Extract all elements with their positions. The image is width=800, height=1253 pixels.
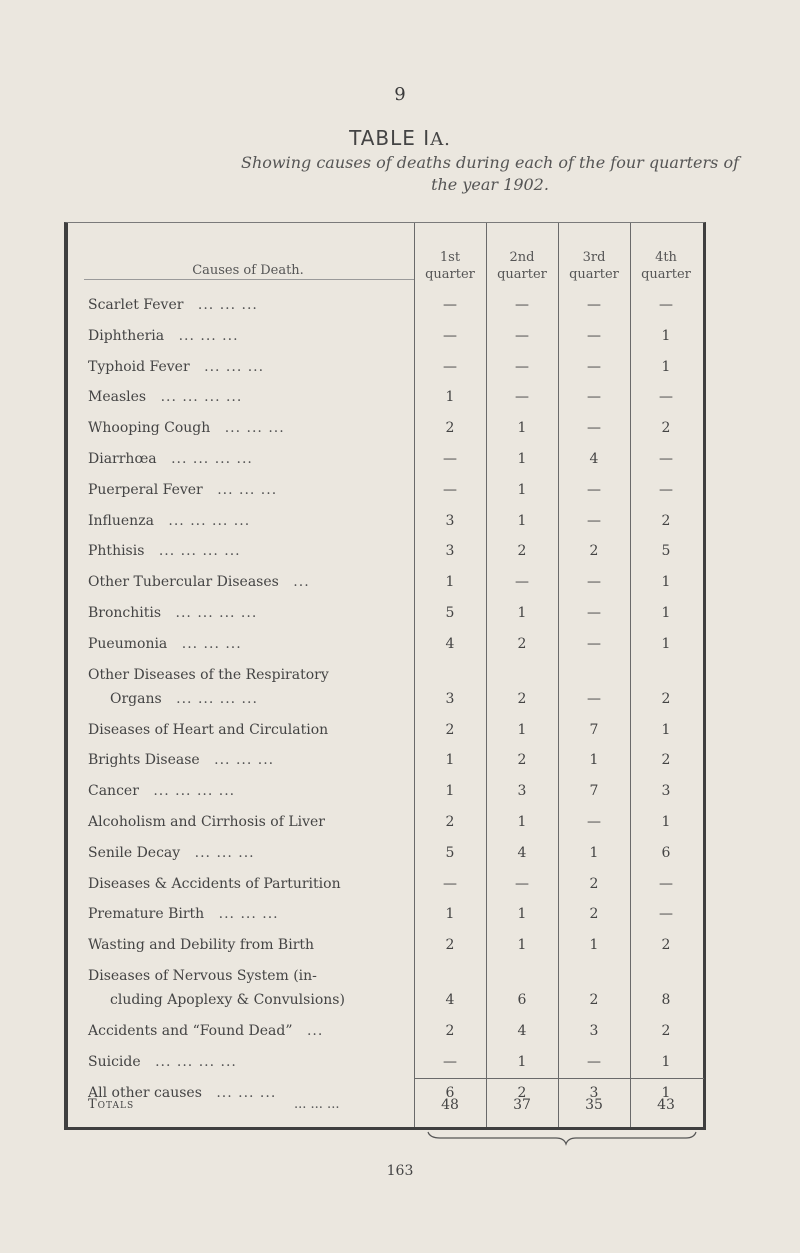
table-row (68, 779, 710, 813)
cause-label: Typhoid Fever (88, 358, 190, 375)
leader-dots: ... ... ... (178, 327, 239, 344)
cell-quarter-1: 2 (445, 1023, 455, 1039)
cell-quarter-3: 3 (589, 1023, 599, 1039)
cell-quarter-3: — (587, 389, 601, 406)
cell-quarter-2: 1 (517, 481, 527, 498)
cell-quarter-3: 2 (589, 543, 599, 560)
table-row (68, 478, 710, 512)
cell-quarter-1: 1 (445, 389, 455, 406)
cause-label: All other causes (88, 1084, 202, 1101)
cell-quarter-3: 7 (589, 721, 599, 738)
cell-quarter-2: 1 (517, 937, 527, 954)
cause-label: Influenza (88, 512, 154, 529)
cell-quarter-1: 3 (445, 543, 455, 560)
table-row (68, 293, 710, 327)
cause-label-continued: Organs (110, 690, 162, 707)
leader-dots: ... ... ... (204, 358, 265, 375)
cell-quarter-4: 1 (661, 327, 671, 344)
cause-label: Alcoholism and Cirrhosis of Liver (88, 814, 325, 830)
deaths-table (64, 222, 706, 1130)
cell-quarter-3: — (587, 635, 601, 652)
leader-dots: ... ... ... ... (176, 690, 258, 707)
cell-quarter-1: 3 (445, 512, 455, 529)
table-row (68, 902, 710, 936)
table-row (68, 570, 710, 604)
leader-dots: ... ... ... ... (158, 543, 241, 560)
cause-of-death (88, 841, 410, 865)
cell-quarter-4: 1 (661, 635, 671, 652)
table-row (68, 872, 710, 906)
table-subtitle: Showing causes of deaths during each of the four quarters of the year 1902. (240, 153, 739, 194)
table-row (68, 1050, 710, 1084)
cell-quarter-2: — (515, 574, 529, 591)
cell-quarter-1: 3 (445, 690, 455, 707)
cause-label: Diseases of Heart and Circulation (88, 721, 329, 738)
header-quarter-4: 4th quarter (641, 250, 691, 282)
cause-of-death (88, 539, 410, 563)
cause-label: Suicide (88, 1053, 141, 1070)
cause-label: Pueumonia (88, 635, 168, 652)
table-row (68, 416, 710, 450)
table-row (68, 355, 710, 389)
cell-quarter-1: — (443, 1053, 457, 1070)
cell-quarter-4: — (659, 297, 673, 313)
cell-quarter-4: — (659, 451, 673, 467)
cell-quarter-2: 4 (517, 844, 527, 861)
table-row (68, 324, 710, 358)
cell-quarter-4: 3 (661, 783, 671, 800)
cell-quarter-4: — (659, 906, 673, 923)
grand-total-brace (0, 1130, 800, 1160)
table-row (68, 964, 710, 1008)
totals-label: Totals (88, 1097, 135, 1112)
cell-quarter-1: 4 (445, 635, 455, 652)
cell-quarter-1: 1 (445, 752, 455, 769)
cell-quarter-3: 2 (589, 992, 599, 1008)
cause-of-death (88, 385, 410, 409)
cell-quarter-1: — (443, 327, 457, 344)
leader-dots: ... ... ... (214, 752, 275, 769)
cell-quarter-4: 1 (661, 358, 671, 375)
cell-quarter-2: 1 (517, 906, 527, 923)
leader-dots: ... ... ... ... (153, 783, 236, 800)
cell-quarter-2: — (515, 875, 529, 892)
cause-of-death (88, 872, 410, 896)
cell-quarter-2: 6 (517, 992, 527, 1008)
cause-of-death (88, 416, 410, 440)
cell-quarter-3: — (587, 605, 601, 621)
table-row (68, 601, 710, 635)
leader-dots: ... ... ... ... (155, 1053, 237, 1070)
cell-quarter-3: 2 (589, 906, 599, 923)
cell-quarter-3: — (587, 512, 601, 529)
total-quarter-1: 48 (441, 1097, 459, 1113)
cell-quarter-2: 1 (517, 512, 527, 529)
page-number: 9 (394, 84, 406, 105)
cause-label: Cancer (88, 783, 139, 800)
cause-label: Bronchitis (88, 605, 162, 621)
table-row (68, 1019, 710, 1053)
cause-label: Measles (88, 389, 147, 406)
cell-quarter-1: 2 (445, 420, 455, 437)
header-quarter-1: 1st quarter (425, 250, 475, 282)
cell-quarter-2: 3 (517, 783, 527, 800)
leader-dots: ... ... ... ... (168, 512, 251, 529)
cause-label: Brights Disease (88, 752, 200, 769)
cell-quarter-3: — (587, 327, 601, 344)
cell-quarter-3: 7 (589, 783, 599, 800)
leader-dots: ... (293, 574, 310, 591)
cell-quarter-4: 6 (661, 844, 671, 861)
table-row (68, 718, 710, 752)
cell-quarter-1: — (443, 358, 457, 375)
table-row (68, 385, 710, 419)
cell-quarter-4: 1 (661, 1084, 671, 1101)
leader-dots: ... ... ... (224, 420, 285, 437)
cell-quarter-2: 2 (517, 635, 527, 652)
cell-quarter-3: 1 (589, 844, 599, 861)
cell-quarter-1: — (443, 481, 457, 498)
cell-quarter-4: 5 (661, 543, 671, 560)
cell-quarter-2: 2 (517, 690, 527, 707)
cell-quarter-2: 1 (517, 451, 527, 467)
leader-dots: ... (306, 1023, 324, 1039)
cause-label: Accidents and “Found Dead” (88, 1023, 293, 1039)
cell-quarter-2: — (515, 389, 529, 406)
leader-dots: ... ... ... (216, 1084, 277, 1101)
cell-quarter-2: — (515, 358, 529, 375)
cell-quarter-2: 2 (517, 1084, 527, 1101)
cell-quarter-2: 1 (517, 420, 527, 437)
cell-quarter-3: — (587, 420, 601, 437)
cell-quarter-1: 4 (445, 992, 455, 1008)
cell-quarter-2: 2 (517, 752, 527, 769)
cause-label: Senile Decay (88, 844, 181, 861)
cell-quarter-3: — (587, 297, 601, 313)
cell-quarter-4: 8 (661, 992, 671, 1008)
cell-quarter-1: 6 (445, 1084, 455, 1101)
leader-dots: ... ... ... (217, 481, 278, 498)
leader-dots: ... ... ... (181, 635, 242, 652)
cell-quarter-4: 1 (661, 605, 671, 621)
cause-of-death (88, 779, 410, 803)
cell-quarter-3: — (587, 690, 601, 707)
grand-total: 163 (386, 1163, 414, 1179)
cell-quarter-1: 2 (445, 937, 455, 954)
cell-quarter-3: 4 (589, 451, 599, 467)
cause-label-continued: cluding Apoplexy & Convulsions) (110, 992, 345, 1008)
cell-quarter-2: — (515, 327, 529, 344)
cause-of-death (88, 324, 410, 348)
leader-dots: ... ... ... ... (160, 389, 243, 406)
table-title-suffix: A. (430, 129, 451, 150)
table-title-main: TABLE I (349, 126, 431, 150)
cause-label: Puerperal Fever (88, 481, 203, 498)
cell-quarter-3: 3 (589, 1084, 599, 1101)
cause-of-death (88, 293, 410, 317)
cell-quarter-3: — (587, 814, 601, 830)
cause-of-death (88, 447, 410, 471)
cell-quarter-1: 1 (445, 783, 455, 800)
table-row (68, 632, 710, 666)
cause-label: Other Diseases of the Respiratory (88, 666, 329, 683)
cell-quarter-3: — (587, 481, 601, 498)
cell-quarter-4: 1 (661, 1053, 671, 1070)
table-row (68, 539, 710, 573)
cause-label: Premature Birth (88, 906, 205, 923)
leader-dots: ... ... ... (194, 844, 255, 861)
cause-label: Scarlet Fever (88, 297, 184, 313)
cell-quarter-3: 2 (589, 875, 599, 892)
cell-quarter-2: 1 (517, 814, 527, 830)
cell-quarter-1: 2 (445, 814, 455, 830)
cell-quarter-4: — (659, 389, 673, 406)
cause-label: Phthisis (88, 543, 145, 560)
header-rule (84, 279, 414, 280)
cause-of-death (88, 1019, 410, 1043)
cell-quarter-3: 1 (589, 752, 599, 769)
cell-quarter-1: — (443, 875, 457, 892)
table-row (68, 748, 710, 782)
cause-of-death (88, 933, 410, 957)
cell-quarter-4: 2 (661, 690, 671, 707)
cause-of-death (88, 964, 410, 1012)
cause-label: Diarrhœa (88, 451, 157, 467)
cause-label: Diseases of Nervous System (in- (88, 968, 317, 984)
cell-quarter-4: 2 (661, 937, 671, 954)
leader-dots: ... ... ... (197, 297, 258, 313)
cell-quarter-4: 2 (661, 1023, 671, 1039)
cell-quarter-4: 2 (661, 512, 671, 529)
cause-of-death (88, 570, 410, 594)
leader-dots: ... ... ... ... (175, 605, 258, 621)
table-row (68, 933, 710, 967)
table-row (68, 509, 710, 543)
cause-of-death (88, 601, 410, 625)
table-row (68, 810, 710, 844)
cell-quarter-2: 1 (517, 605, 527, 621)
cause-of-death (88, 902, 410, 926)
cell-quarter-3: — (587, 1053, 601, 1070)
total-quarter-3: 35 (585, 1097, 603, 1113)
cause-of-death (88, 632, 410, 656)
table-row (68, 447, 710, 481)
cell-quarter-1: — (443, 451, 457, 467)
cell-quarter-2: — (515, 297, 529, 313)
header-quarter-2: 2nd quarter (497, 250, 547, 282)
cell-quarter-4: 2 (661, 752, 671, 769)
cause-label: Diphtheria (88, 327, 165, 344)
total-quarter-2: 37 (513, 1097, 531, 1113)
cause-label: Diseases & Accidents of Parturition (88, 875, 341, 892)
cell-quarter-4: — (659, 481, 673, 498)
header-causes-of-death: Causes of Death. (192, 263, 304, 278)
cell-quarter-3: — (587, 358, 601, 375)
cause-of-death (88, 478, 410, 502)
leader-dots: ... ... ... (218, 906, 279, 923)
cell-quarter-4: 1 (661, 721, 671, 738)
cell-quarter-2: 2 (517, 543, 527, 560)
cell-quarter-4: — (659, 875, 673, 892)
total-quarter-4: 43 (657, 1097, 675, 1113)
cell-quarter-1: 1 (445, 906, 455, 923)
cause-of-death (88, 509, 410, 533)
cell-quarter-3: 1 (589, 937, 599, 954)
cause-label: Wasting and Debility from Birth (88, 937, 315, 954)
table-row (68, 841, 710, 875)
cell-quarter-2: 1 (517, 1053, 527, 1070)
cause-of-death (88, 663, 410, 711)
cause-of-death (88, 1081, 410, 1105)
cause-of-death (88, 718, 410, 742)
cell-quarter-1: 2 (445, 721, 455, 738)
header-quarter-3: 3rd quarter (569, 250, 619, 282)
cell-quarter-4: 1 (661, 574, 671, 591)
cause-of-death (88, 1050, 410, 1074)
table-row (68, 663, 710, 707)
cause-label: Other Tubercular Diseases (88, 574, 279, 591)
cell-quarter-2: 1 (517, 721, 527, 738)
cause-label: Whooping Cough (88, 420, 211, 437)
cause-of-death (88, 748, 410, 772)
cell-quarter-4: 1 (661, 814, 671, 830)
cell-quarter-4: 2 (661, 420, 671, 437)
cell-quarter-1: 1 (445, 574, 455, 591)
cell-quarter-1: 5 (445, 844, 455, 861)
leader-dots: ... ... ... ... (171, 451, 253, 467)
cell-quarter-2: 4 (517, 1023, 527, 1039)
totals-dots: ... ... ... (294, 1097, 340, 1112)
cell-quarter-3: — (587, 574, 601, 591)
cause-of-death (88, 810, 410, 834)
cell-quarter-1: — (443, 297, 457, 313)
cause-of-death (88, 355, 410, 379)
table-title (0, 126, 800, 150)
cell-quarter-1: 5 (445, 605, 455, 621)
